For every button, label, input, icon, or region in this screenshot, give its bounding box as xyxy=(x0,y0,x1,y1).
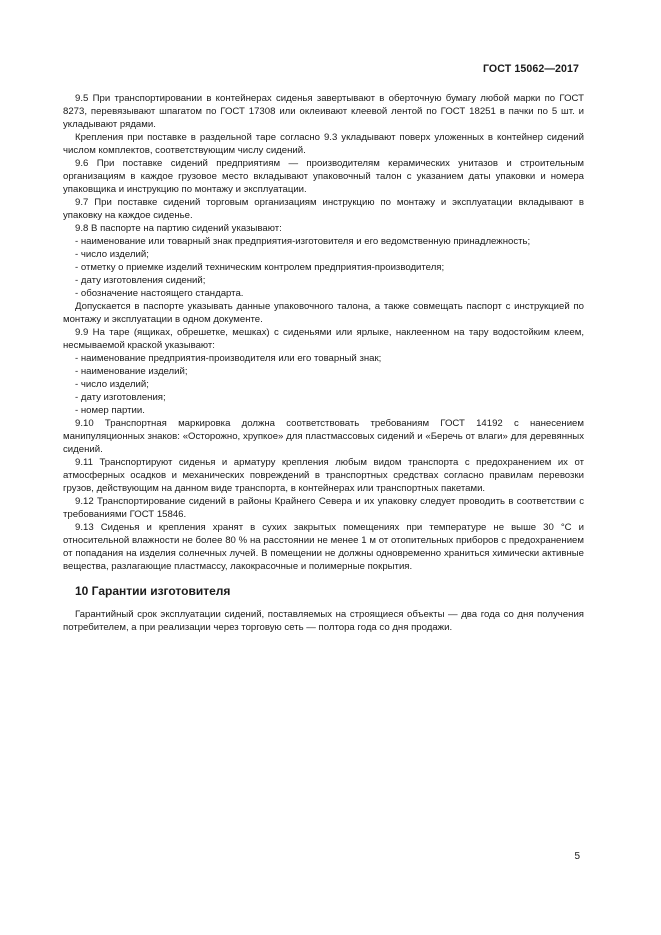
list-item: - наименование предприятия-производителя или его товарный знак; xyxy=(75,353,382,364)
list-item: - номер партии. xyxy=(75,405,145,416)
list-item: - наименование изделий; xyxy=(75,366,188,377)
paragraph-9-13: 9.13 Сиденья и крепления хранят в сухих закрытых помещениях при температуре не выше 30 °С и относительной влажности не более 80 % на расстоянии не менее 1 м от отопительных приборов с предохранением от попадания на изделия солнечных лучей. В помещении не должны одновременно храниться химически активные вещества, разлагающие пластмассу, лакокрасочные и полимерные покрытия. xyxy=(63,522,584,572)
section-10-heading: 10 Гарантии изготовителя xyxy=(75,584,231,598)
paragraph-9-5: 9.5 При транспортировании в контейнерах сиденья завертывают в оберточную бумагу любой марки по ГОСТ 8273, перевязывают шпагатом по ГОСТ 17308 или оклеивают клеевой лентой по ГОСТ 18251 в пачки по 5 шт. и укладывают рядами. xyxy=(63,93,584,130)
list-item: - число изделий; xyxy=(75,249,149,260)
paragraph-9-11: 9.11 Транспортируют сиденья и арматуру крепления любым видом транспорта с предохранением их от атмосферных осадков и механических повреждений в транспортных средствах согласно правилам перевозки грузов, действующим на данном виде транспорта, в контейнерах или транспортных пакетами. xyxy=(63,457,584,494)
page-number: 5 xyxy=(574,851,580,862)
paragraph-9-9: 9.9 На таре (ящиках, обрешетке, мешках) с сиденьями или ярлыке, наклеенном на тару водостойким клеем, несмываемой краской указывают: xyxy=(63,327,584,351)
paragraph-10-warranty: Гарантийный срок эксплуатации сидений, поставляемых на строящиеся объекты — два года со дня получения потребителем, а при реализации через торговую сеть — полтора года со дня продажи. xyxy=(63,609,584,633)
list-item: - отметку о приемке изделий техническим контролем предприятия-производителя; xyxy=(75,262,445,273)
list-item: - обозначение настоящего стандарта. xyxy=(75,288,244,299)
paragraph-9-10: 9.10 Транспортная маркировка должна соответствовать требованиям ГОСТ 14192 с нанесением манипуляционных знаков: «Осторожно, хрупкое» для пластмассовых сидений и «Беречь от влаги» для деревянных сидений. xyxy=(63,418,584,455)
list-item: - число изделий; xyxy=(75,379,149,390)
list-item: - дату изготовления; xyxy=(75,392,166,403)
list-item: - дату изготовления сидений; xyxy=(75,275,206,286)
paragraph-9-12: 9.12 Транспортирование сидений в районы Крайнего Севера и их упаковку следует проводить в соответствии с требованиями ГОСТ 15846. xyxy=(63,496,584,520)
paragraph-passport-note: Допускается в паспорте указывать данные упаковочного талона, а также совмещать паспорт с инструкцией по монтажу и эксплуатации в одном документе. xyxy=(63,301,584,325)
paragraph-9-8: 9.8 В паспорте на партию сидений указывают: xyxy=(75,223,282,234)
list-item: - наименование или товарный знак предприятия-изготовителя и его ведомственную принадлежность; xyxy=(75,236,531,247)
document-code: ГОСТ 15062—2017 xyxy=(482,63,579,75)
document-body xyxy=(63,92,584,634)
paragraph-9-5-fastenings: Крепления при поставке в раздельной таре согласно 9.3 укладывают поверх уложенных в контейнер сидений числом комплектов, соответствующим числу сидений. xyxy=(63,132,584,156)
paragraph-9-7: 9.7 При поставке сидений торговым организациям инструкцию по монтажу и эксплуатации вкладывают в упаковку на каждое сиденье. xyxy=(63,197,584,221)
paragraph-9-6: 9.6 При поставке сидений предприятиям — производителям керамических унитазов и строительным организациям в каждое грузовое место вкладывают упаковочный талон с указанием даты упаковки и номера упаковщика и инструкцию по монтажу и эксплуатации. xyxy=(63,158,584,195)
